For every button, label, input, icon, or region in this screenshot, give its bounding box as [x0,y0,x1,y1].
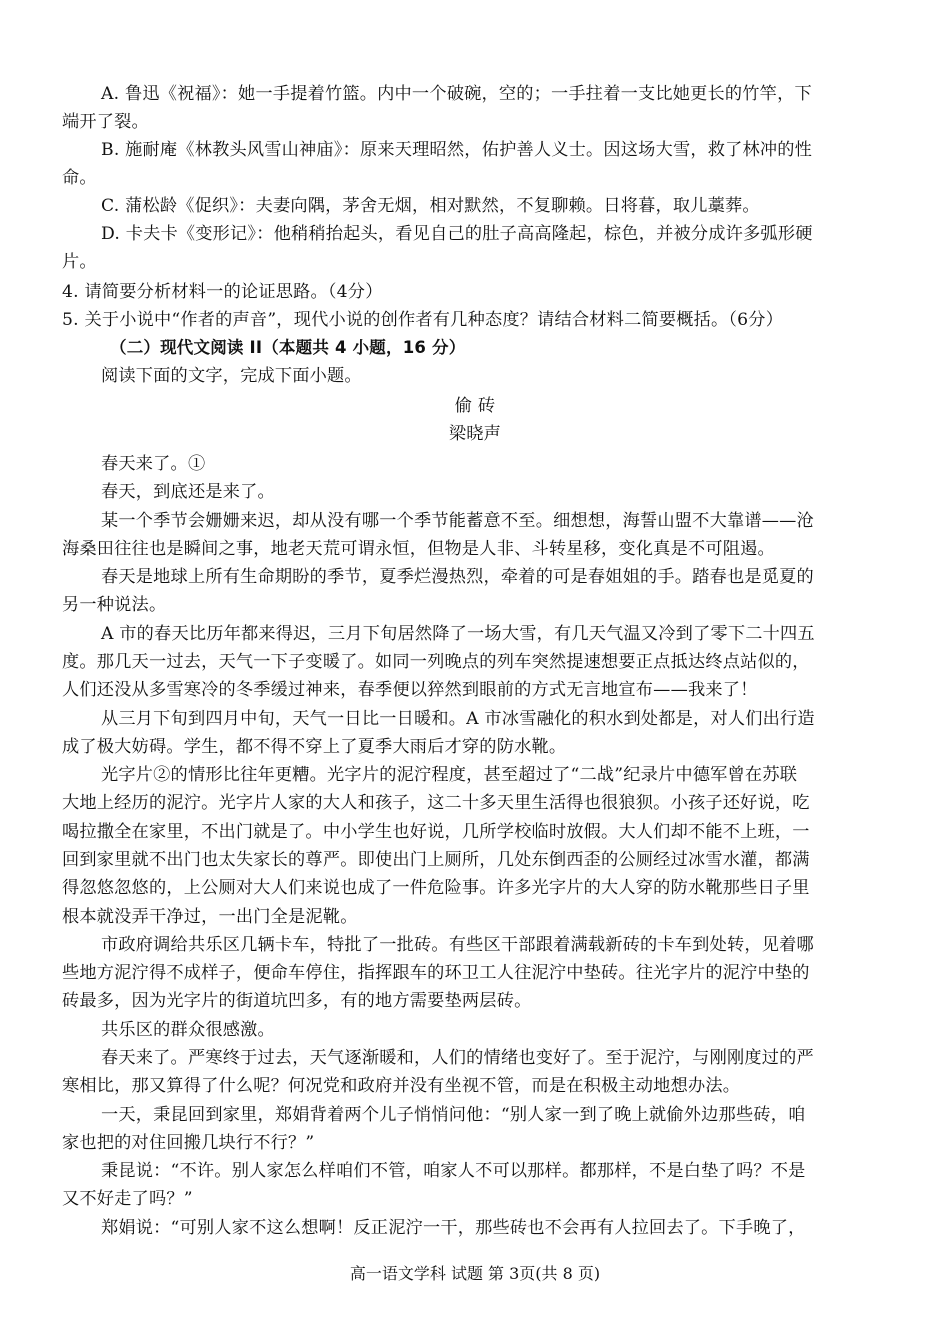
story-line: 根本就没弄干净过，一出门全是泥靴。 [62,907,358,927]
story-line: 市政府调给共乐区几辆卡车，特批了一批砖。有些区干部跟着满载新砖的卡车到处转，见着哪 [101,935,814,955]
story-line: 大地上经历的泥泞。光字片人家的大人和孩子，这二十多天里生活得也很狼狈。小孩子还好说，吃 [62,793,810,813]
story-line: 共乐区的群众很感激。 [101,1020,275,1040]
section-instruction: 阅读下面的文字，完成下面小题。 [101,366,362,386]
story-line: 回到家里就不出门也太失家长的尊严。即使出门上厕所，几处东倒西歪的公厕经过冰雪水灌，都满 [62,850,810,870]
story-line: 海桑田往往也是瞬间之事，地老天荒可谓永恒，但物是人非、斗转星移，变化真是不可阻遏。 [62,539,775,559]
story-line: 又不好走了吗？” [62,1189,193,1209]
story-line: 光字片②的情形比往年更糟。光字片的泥泞程度，甚至超过了“二战”纪录片中德军曾在苏联 [101,765,798,785]
story-line: 家也把的对住回搬几块行不行？” [62,1133,315,1153]
question-5: 5. 关于小说中“作者的声音”，现代小说的创作者有几种态度？请结合材料二简要概括。（6分） [62,310,784,330]
page-footer: 高一语文学科 试题 第 3页(共 8 页) [349,1264,601,1283]
story-line: 成了极大妨碍。学生，都不得不穿上了夏季大雨后才穿的防水靴。 [62,737,567,757]
story-title: 偷 砖 [454,396,496,416]
story-line: 春天来了。① [101,454,206,474]
option-c-line1: C. 蒲松龄《促织》：夫妻向隅，茅舍无烟，相对默然，不复聊赖。日将暮，取儿藁葬。 [101,196,760,216]
option-b-line1: B. 施耐庵《林教头风雪山神庙》：原来天理昭然，佑护善人义士。因这场大雪，救了林冲的性 [101,140,813,160]
story-line: 从三月下旬到四月中旬，天气一日比一日暖和。A 市冰雪融化的积水到处都是，对人们出行造 [101,709,815,729]
story-line: 春天来了。严寒终于过去，天气逐渐暖和，人们的情绪也变好了。至于泥泞，与刚刚度过的严 [101,1048,814,1068]
story-line: 寒相比，那又算得了什么呢？何况党和政府并没有坐视不管，而是在积极主动地想办法。 [62,1076,741,1096]
story-line: 一天，秉昆回到家里，郑娟背着两个儿子悄悄问他：“别人家一到了晚上就偷外边那些砖，咱 [101,1105,806,1125]
story-line: 度。那几天一过去，天气一下子变暖了。如同一列晚点的列车突然提速想要正点抵达终点站似的， [62,652,810,672]
option-d-line2: 片。 [62,252,97,272]
story-line: 春天是地球上所有生命期盼的季节，夏季烂漫热烈，牵着的可是春姐姐的手。踏春也是觅夏的 [101,567,814,587]
story-line: 得忽悠忽悠的，上公厕对大人们来说也成了一件危险事。许多光字片的大人穿的防水靴那些日子里 [62,878,810,898]
story-line: 郑娟说：“可别人家不这么想啊！反正泥泞一干，那些砖也不会再有人拉回去了。下手晚了， [101,1218,806,1238]
story-line: 另一种说法。 [62,595,167,615]
story-author: 梁晓声 [448,424,502,444]
section-heading: （二）现代文阅读 II（本题共 4 小题，16 分） [110,338,466,357]
option-a-line2: 端开了裂。 [62,112,149,132]
story-line: 春天，到底还是来了。 [101,482,275,502]
story-line: 秉昆说：“不许。别人家怎么样咱们不管，咱家人不可以那样。都那样，不是白垫了吗？不是 [101,1161,806,1181]
story-line: 些地方泥泞得不成样子，便命车停住，指挥跟车的环卫工人往泥泞中垫砖。往光字片的泥泞中垫的 [62,963,810,983]
question-4: 4. 请简要分析材料一的论证思路。（4分） [62,282,383,302]
story-line: A 市的春天比历年都来得迟，三月下旬居然降了一场大雪，有几天气温又冷到了零下二十四五 [101,624,815,644]
option-d-line1: D. 卡夫卡《变形记》：他稍稍抬起头，看见自己的肚子高高隆起，棕色，并被分成许多弧形硬 [101,224,813,244]
story-line: 喝拉撒全在家里，不出门就是了。中小学生也好说，几所学校临时放假。大人们却不能不上班，一 [62,822,810,842]
story-line: 砖最多，因为光字片的街道坑凹多，有的地方需要垫两层砖。 [62,991,532,1011]
story-line: 人们还没从多雪寒冷的冬季缓过神来，春季便以猝然到眼前的方式无言地宣布——我来了！ [62,680,758,700]
option-a-line1: A. 鲁迅《祝福》：她一手提着竹篮。内中一个破碗，空的；一手拄着一支比她更长的竹竿，下 [101,84,812,104]
story-line: 某一个季节会姗姗来迟，却从没有哪一个季节能蓄意不至。细想想，海誓山盟不大靠谱——沧 [101,511,814,531]
option-b-line2: 命。 [62,168,97,188]
